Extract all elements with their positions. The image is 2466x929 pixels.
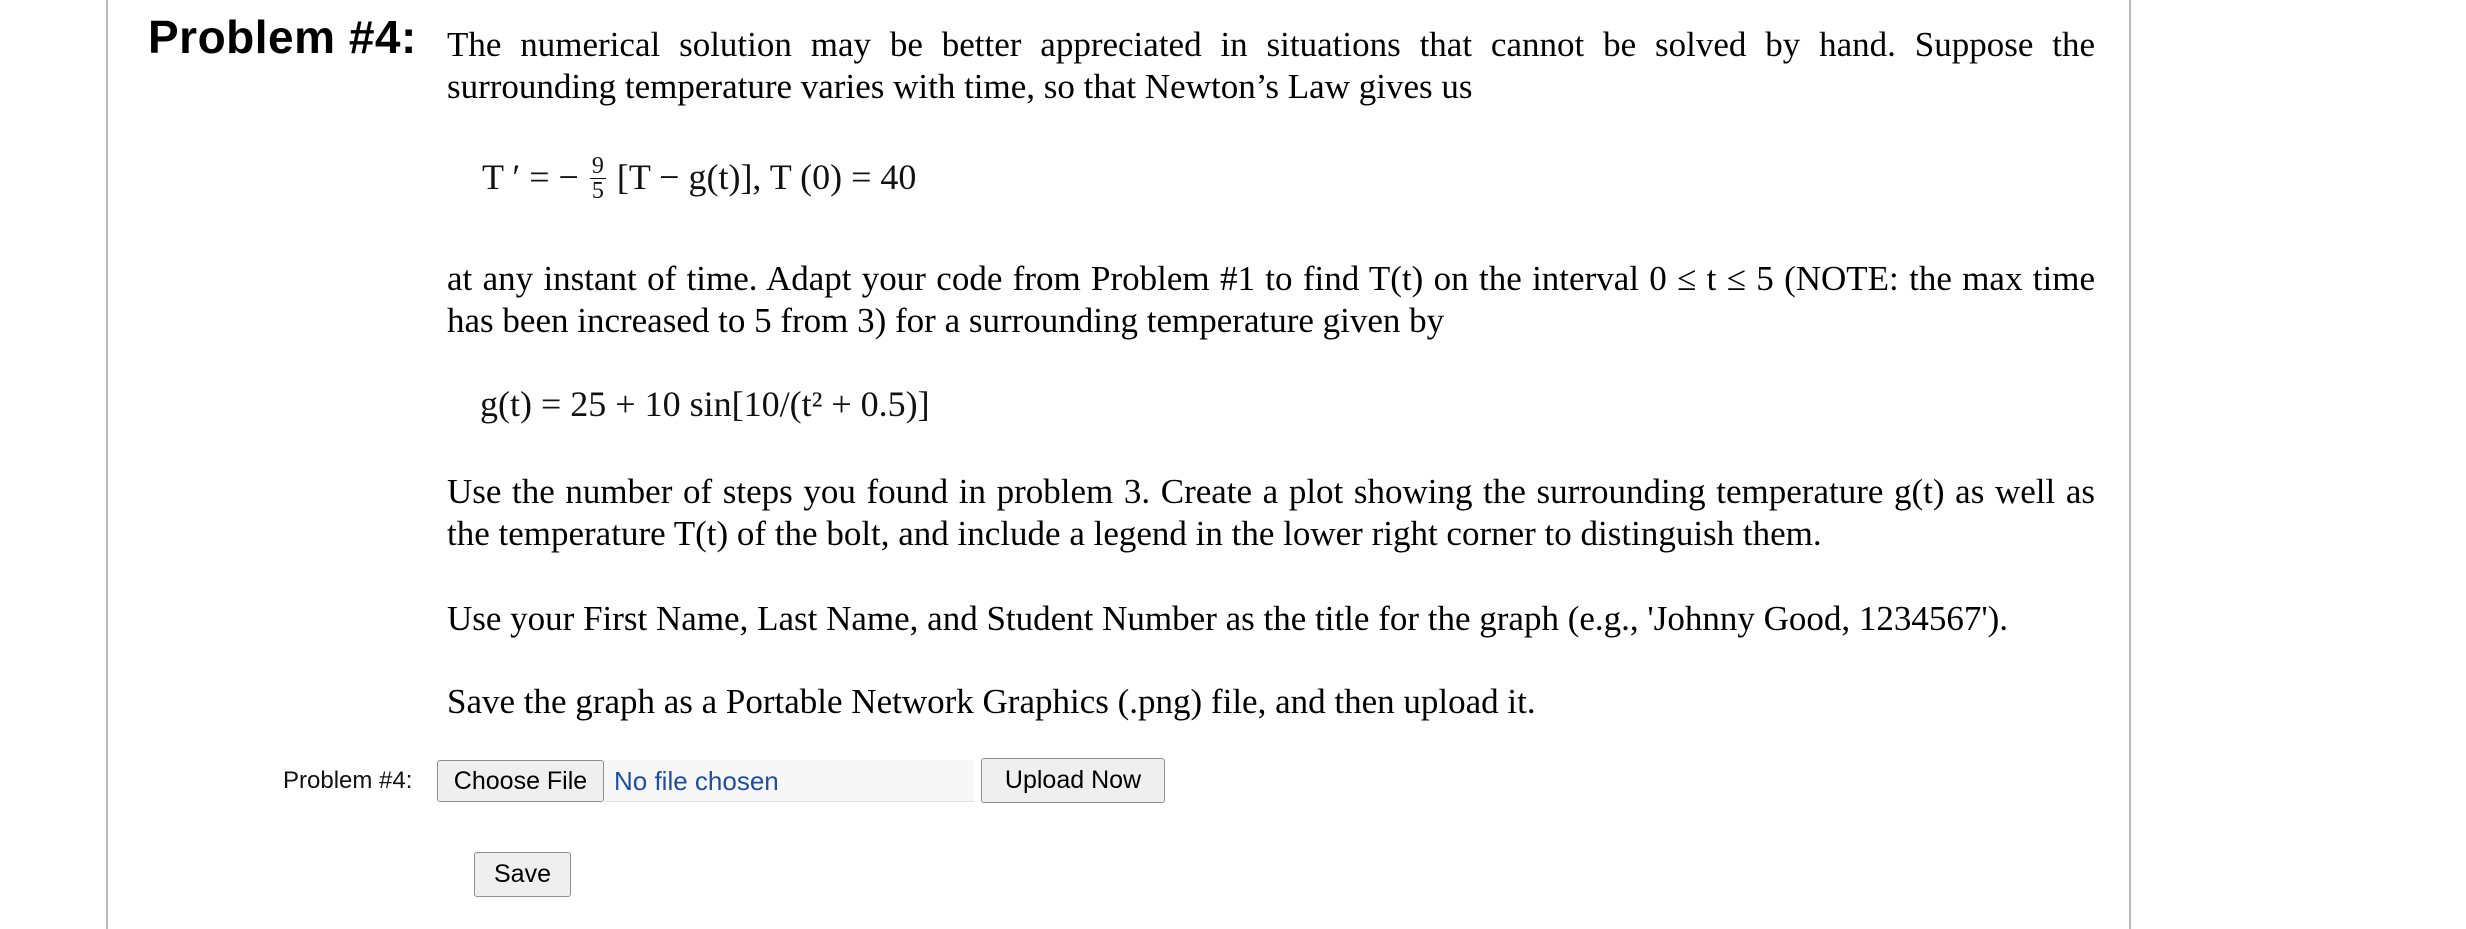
upload-label: Problem #4: [283,767,413,794]
ode-rhs: [T − g(t)], T (0) = 40 [616,157,917,197]
problem-paragraph-4: Use your First Name, Last Name, and Student Number as the title for the graph (e.g., 'Johnny Good, 1234567'). [447,599,2009,638]
ode-equation [482,153,917,205]
surrounding-temp-equation: g(t) = 25 + 10 sin[10/(t² + 0.5)] [480,384,930,424]
problem-paragraph-2: at any instant of time. Adapt your code from Problem #1 to find T(t) on the interval 0 ≤ t ≤ 5 (NOTE: the max time has been increased to 5 from 3) for a surrounding temperature given by [447,259,2095,340]
file-status: No file chosen [604,760,974,802]
save-button[interactable]: Save [474,852,571,897]
ode-lhs: T ′ = − [482,157,579,197]
problem-intro: The numerical solution may be better appreciated in situations that cannot be solved by hand. Suppose the surrounding temperature varies with time, so that Newton’s Law gives us [447,25,2095,106]
problem-paragraph-3: Use the number of steps you found in problem 3. Create a plot showing the surrounding temperature g(t) as well as the temperature T(t) of the bolt, and include a legend in the lower right corner to distinguish them. [447,472,2095,553]
upload-now-button[interactable]: Upload Now [981,758,1165,803]
choose-file-button[interactable]: Choose File [437,760,604,802]
problem-heading: Problem #4: [148,11,417,63]
upload-row [0,758,2466,806]
fraction-numerator: 9 [591,153,604,180]
fraction-denominator: 5 [591,178,604,205]
problem-paragraph-5: Save the graph as a Portable Network Graphics (.png) file, and then upload it. [447,682,1536,721]
ode-fraction [590,154,606,203]
